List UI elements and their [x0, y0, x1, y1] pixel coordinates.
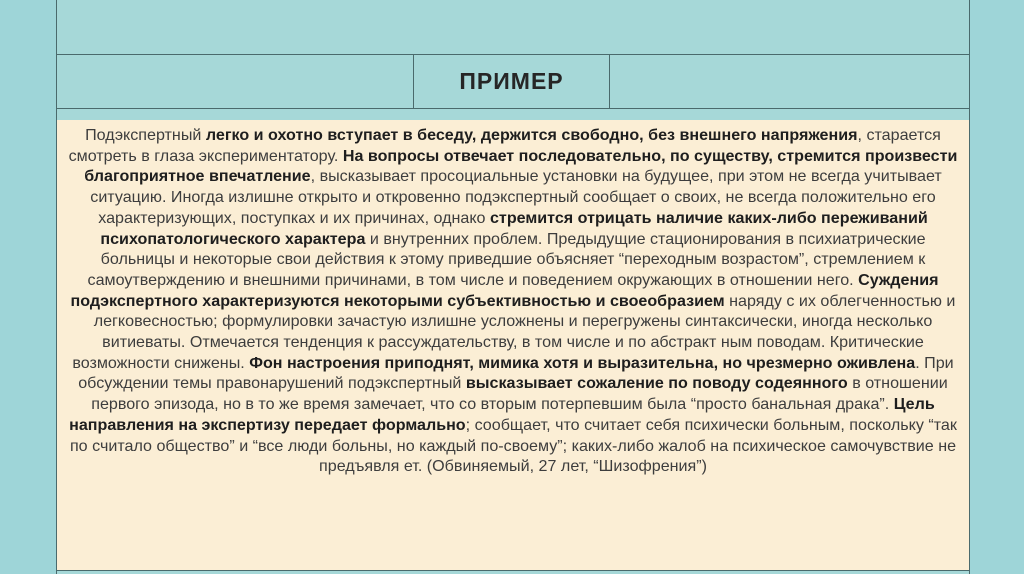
table-top-row — [57, 0, 969, 55]
page-title: ПРИМЕР — [459, 68, 564, 94]
text-segment: , старается смотреть в глаза экспериментатору. — [68, 126, 941, 165]
text-segment: и внутренних проблем. Предыдущие стационирования в психиатрические больницы и некоторые свои действия к этому приведшие объясняет “переходным возрастом”, стремлением к самоутверждению и внешними причинами, в том числе и поведением окружающих в отношении него. — [87, 229, 926, 289]
text-segment: . При обсуждении темы правонарушений подэкспертный — [78, 353, 954, 393]
text-segment-bold: На вопросы отвечает последовательно, по существу, стремится произвести благоприятное впечатление — [84, 146, 958, 186]
text-segment: Подэкспертный — [85, 126, 206, 144]
table-header-row — [57, 55, 969, 109]
text-segment-bold: легко и охотно вступает в беседу, держится свободно, без внешнего напряжения — [205, 126, 858, 144]
table-bottom-row — [57, 570, 969, 574]
header-cell-title — [414, 55, 610, 108]
text-segment: наряду с их облегченностью и легковесностью; формулировки зачастую излишне усложнены и перегружены синтаксически, иногда несколько витиеваты. Отмечается тенденция к рассуждательству, в том числе и по абстракт ным поводам. Критические возможности снижены. — [72, 291, 956, 372]
table-body-cell — [57, 120, 969, 570]
example-text — [63, 125, 963, 477]
text-segment-bold: Цель направления на экспертизу передает формально — [69, 395, 935, 434]
text-segment-bold: Суждения подэкспертного характеризуются некоторыми субъективностью и своеобразием — [70, 270, 939, 310]
text-segment-bold: высказывает сожаление по поводу содеянного — [465, 374, 848, 393]
text-segment-bold: Фон настроения приподнят, мимика хотя и выразительна, но чрезмерно оживлена — [249, 353, 916, 372]
text-segment-bold: стремится отрицать наличие каких-либо переживаний психопатологического характера — [100, 208, 928, 248]
text-segment: в отношении первого эпизода, но в то же время замечает, что со вторым потерпевшим была “просто банальная драка”. — [91, 374, 948, 414]
text-segment: ; сообщает, что считает себя психически больным, поскольку “так по считало общество” и “все люди больны, но каждый по-своему”; каких-либо жалоб на психическое самочувствие не предъявля ет. (Обвиняемый, 27 лет, “Шизофрения”) — [69, 415, 957, 476]
text-segment: , высказывает просоциальные установки на будущее, при этом не всегда учитывает ситуацию. Иногда излишне открыто и откровенно подэкспертный сообщает о своих, не всегда положительно его характеризующих, поступках и их причинах, однако — [90, 167, 942, 227]
example-table — [56, 0, 970, 574]
header-cell-left — [57, 55, 414, 108]
